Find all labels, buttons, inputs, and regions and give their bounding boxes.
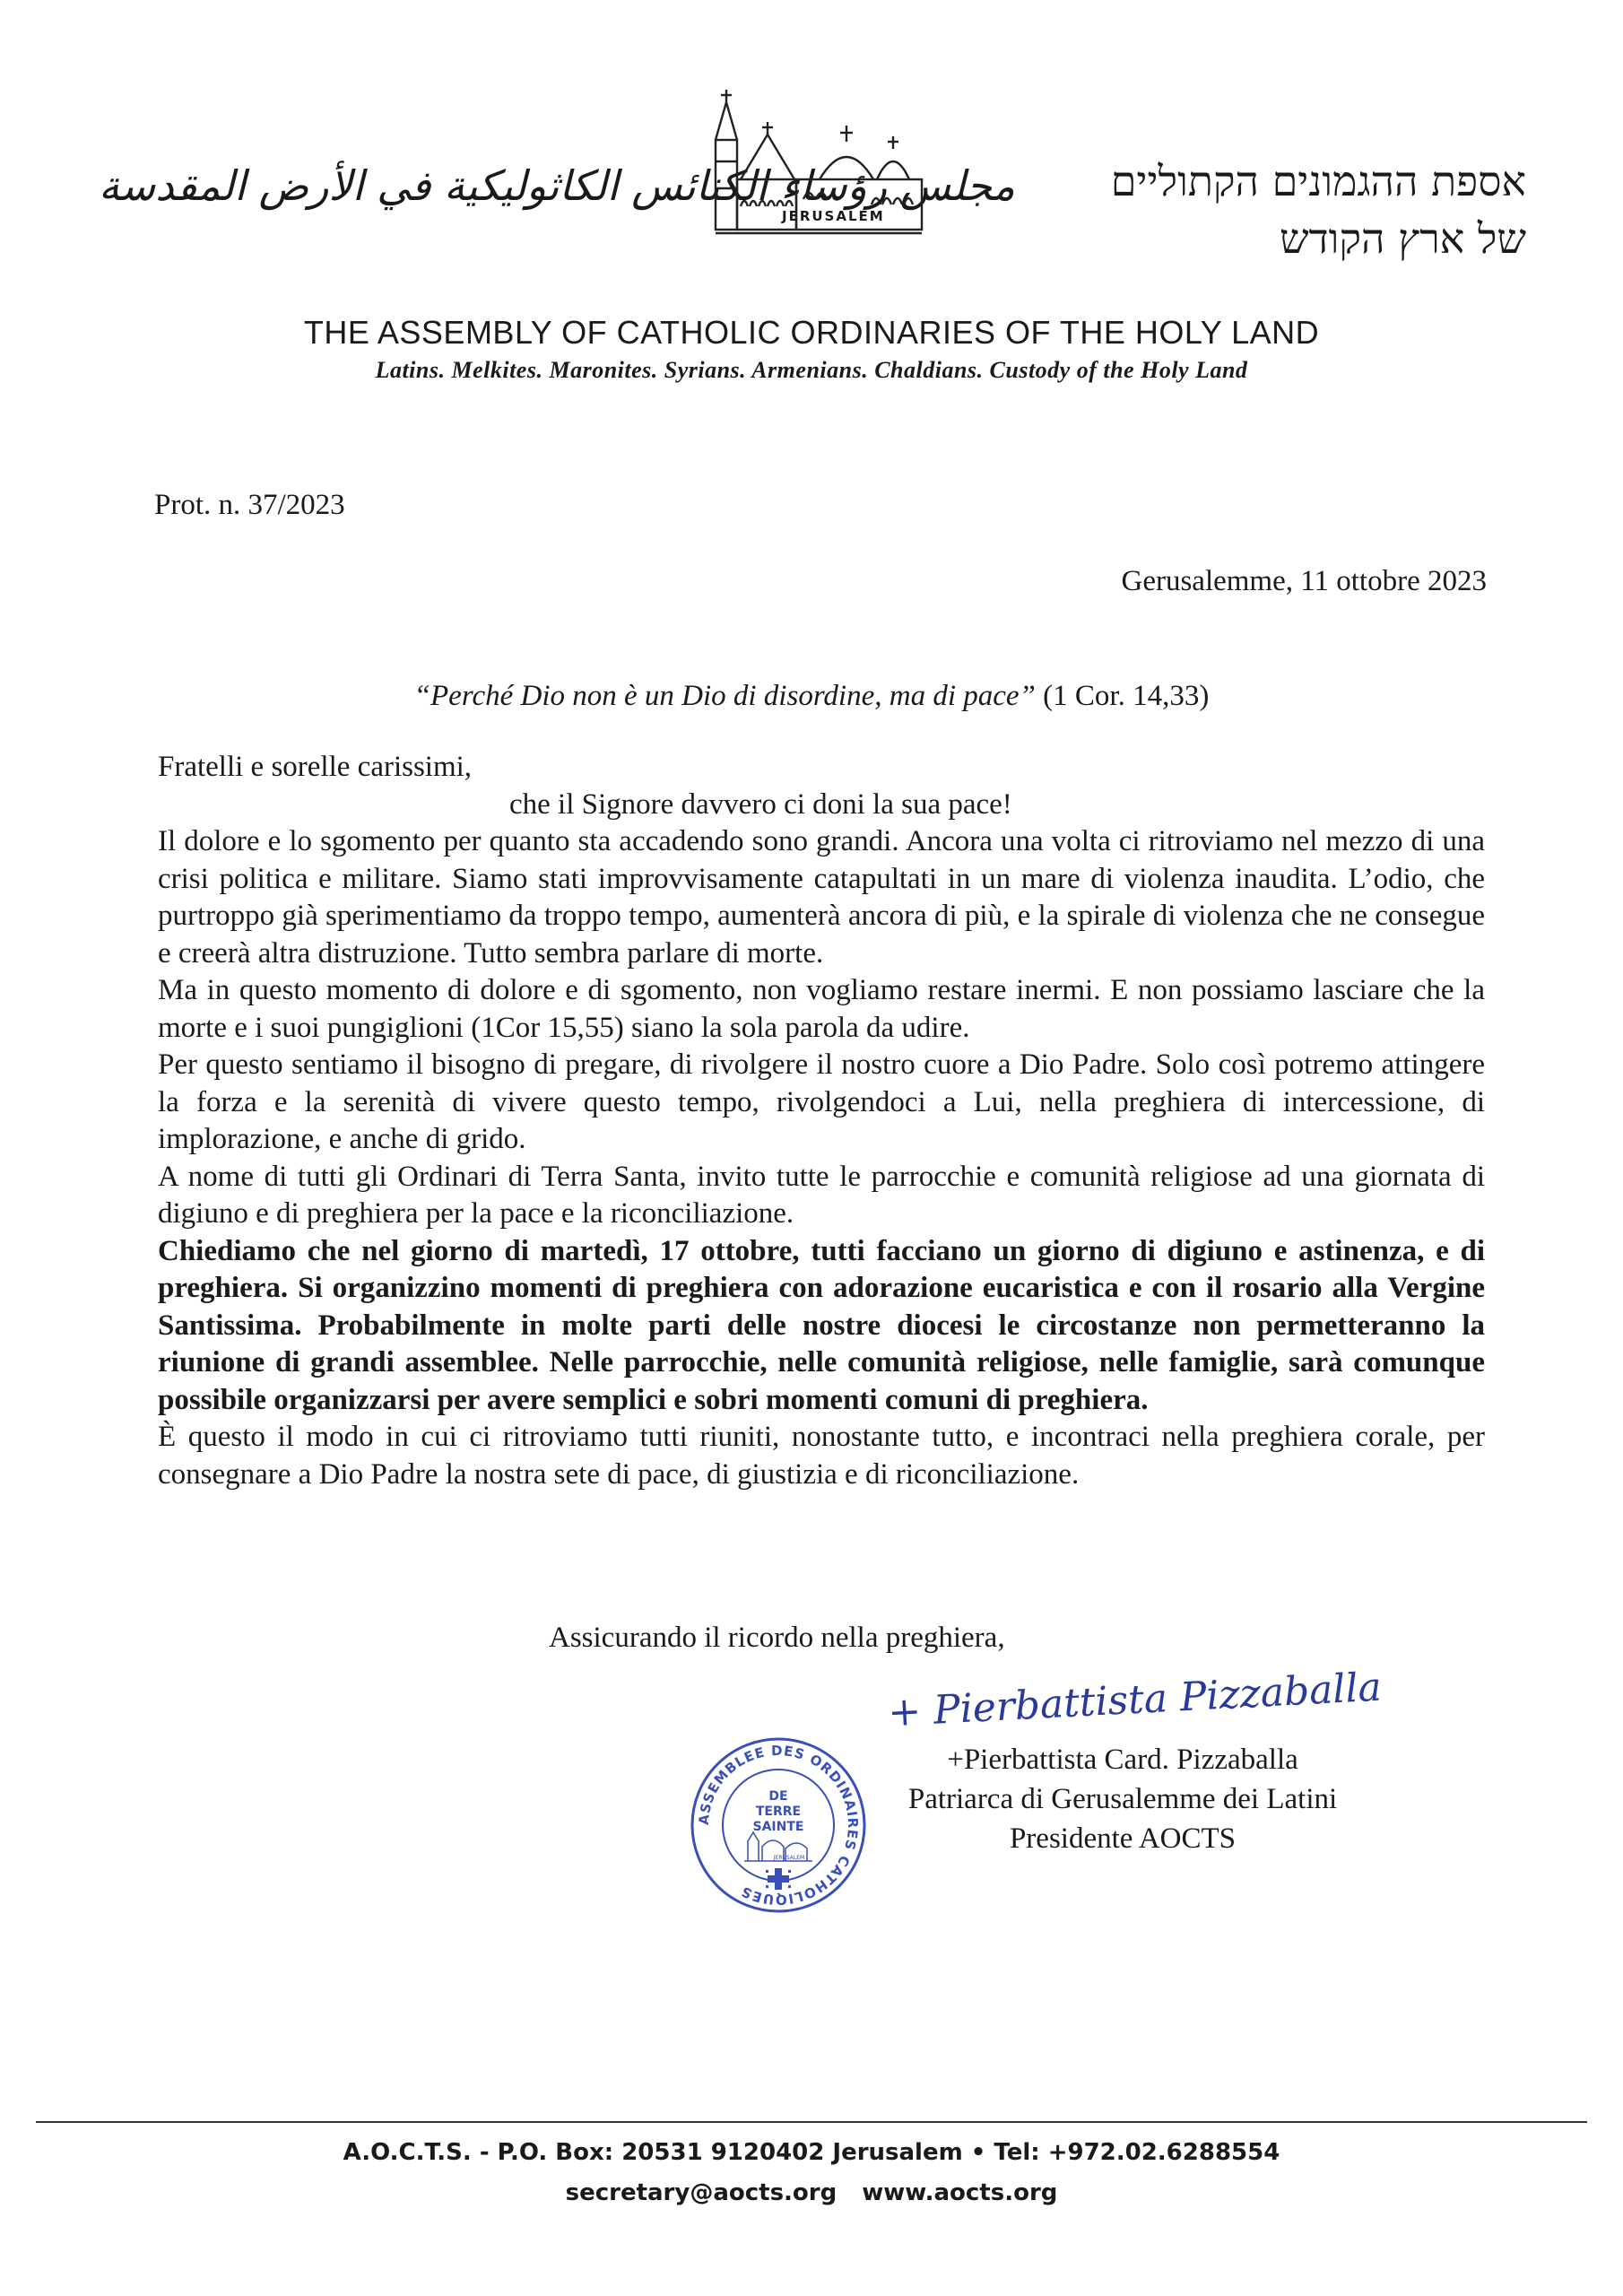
paragraph-1: Il dolore e lo sgomento per quanto sta accadendo sono grandi. Ancora una volta ci ritroviamo nel mezzo di una crisi politica e militare. Siamo stati improvvisamente catapultati in un mare di violenza inaudita. L’odio, che purtroppo già sperimentiamo da troppo tempo, aumenterà ancora di più, e la spirale di violenza che ne consegue e creerà altra distruzione. Tutto sembra parlare di morte. [158,825,1485,970]
letter-body [158,749,1485,1493]
protocol-number: Prot. n. 37/2023 [154,489,345,521]
signatory-block [872,1740,1374,1858]
footer-contacts [0,2179,1623,2206]
paragraph-6: È questo il modo in cui ci ritroviamo tutti riuniti, nonostante tutto, e incontraci nella preghiera corale, per consegnare a Dio Padre la nostra sete di pace, di giustizia e di riconciliazione. [158,1421,1485,1491]
paragraph-3: Per questo sentiamo il bisogno di pregare, di rivolgere il nostro cuore a Dio Padre. Solo così potremo attingere la forza e la serenità di vivere questo tempo, rivolgendoci a Lui, nella preghiera di intercessione, di implorazione, e anche di grido. [158,1048,1485,1155]
seal-inner-caption: JERUSALEM [773,1855,805,1861]
seal-center-line3: SAINTE [752,1820,804,1834]
letter-date: Gerusalemme, 11 ottobre 2023 [1121,565,1487,597]
hebrew-org-name [1111,152,1526,267]
hebrew-name-line2: של ארץ הקודש [1279,214,1526,263]
paragraph-2: Ma in questo momento di dolore e di sgomento, non vogliamo restare inermi. E non possiamo lasciare che la morte e i suoi pungiglioni (1Cor 15,55) siano la sola parola da udire. [158,974,1485,1044]
assembly-seal [689,1735,868,1915]
seal-ring-text: ASSEMBLEE DES ORDINAIRES CATHOLIQUES [695,1742,862,1909]
logo-caption: JERUSALEM [782,208,885,224]
footer-divider [36,2121,1587,2123]
jerusalem-cross-icon [766,1868,791,1890]
footer-website-link[interactable]: www.aocts.org [862,2179,1058,2206]
seal-center-line2: TERRE [755,1805,802,1819]
hebrew-name-line1: אספת ההגמונים הקתוליים [1110,157,1526,205]
footer-address: A.O.C.T.S. - P.O. Box: 20531 9120402 Jerusalem • Tel: +972.02.6288554 [343,2139,1280,2166]
jerusalem-churches-logo [714,90,929,242]
signatory-role-2: Presidente AOCTS [1009,1822,1237,1855]
footer-email-link[interactable]: secretary@aocts.org [565,2179,838,2206]
paragraph-4: A nome di tutti gli Ordinari di Terra Santa, invito tutte le parrocchie e comunità religiose ad una giornata di digiuno e di preghiera per la pace e la riconciliazione. [158,1160,1485,1230]
org-title: THE ASSEMBLY OF CATHOLIC ORDINARIES OF THE HOLY LAND [303,314,1320,351]
seal-center-line1: DE [768,1789,788,1804]
motto-reference: (1 Cor. 14,33) [1035,680,1210,712]
signatory-name: +Pierbattista Card. Pizzaballa [947,1744,1298,1776]
arabic-org-name: مجلس رؤساء الكنائس الكاثوليكية في الأرض المقدسة [99,161,1015,210]
closing-line: Assicurando il ricordo nella preghiera, [549,1622,1005,1654]
paragraph-5-bold: Chiediamo che nel giorno di martedì, 17 ottobre, tutti facciano un giorno di digiuno e astinenza, e di preghiera. Si organizzino momenti di preghiera con adorazione eucaristica e con il rosario alla Vergine Santissima. Probabilmente in molte parti delle nostre diocesi le circostanze non permetteranno la riunione di grandi assemblee. Nelle parrocchie, nelle comunità religiose, nelle famiglie, sarà comunque possibile organizzarsi per avere semplici e sobri momenti comuni di preghiera. [158,1234,1485,1416]
salutation: Fratelli e sorelle carissimi, [158,751,473,783]
motto-quote: “Perché Dio non è un Dio di disordine, ma di pace” [413,680,1036,712]
motto [0,680,1623,713]
handwritten-signature: + Pierbattista Pizzaballa [887,1664,1383,1736]
greeting: che il Signore davvero ci doni la sua pace! [509,787,1012,821]
signatory-role-1: Patriarca di Gerusalemme dei Latini [907,1783,1338,1815]
org-rites: Latins. Melkites. Maronites. Syrians. Armenians. Chaldians. Custody of the Holy Land [375,357,1248,383]
